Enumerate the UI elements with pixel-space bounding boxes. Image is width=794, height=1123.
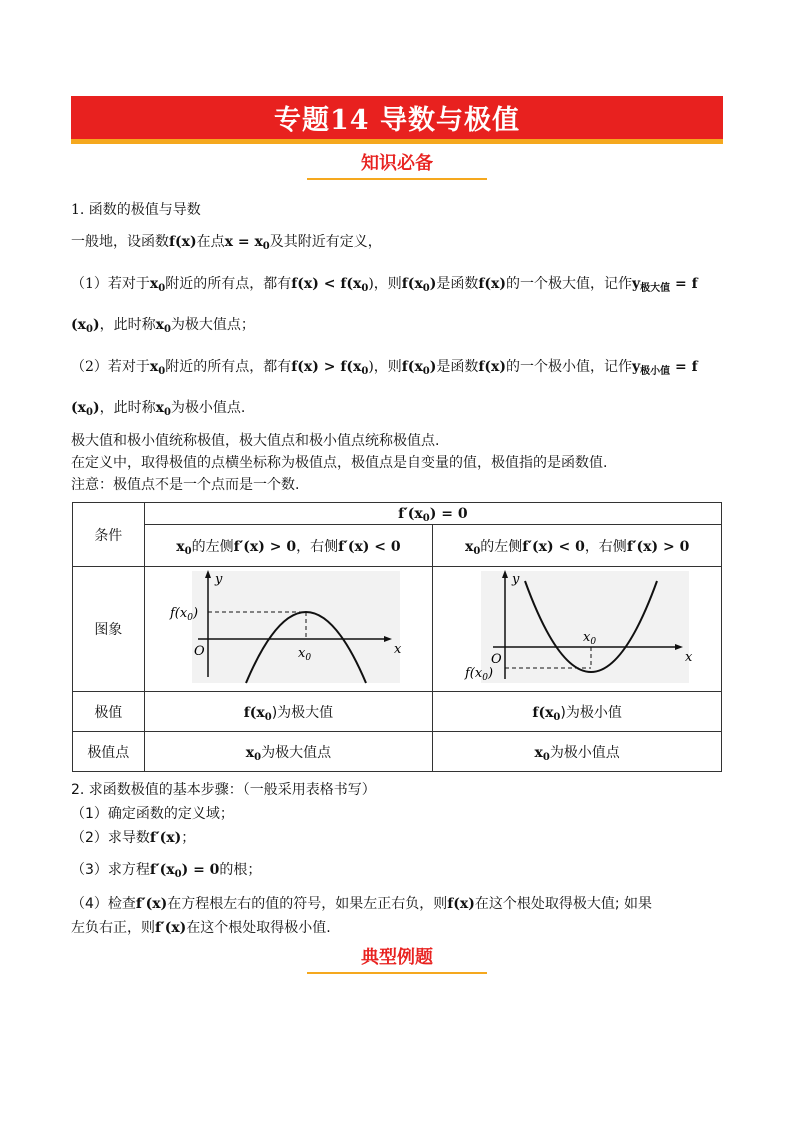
cond-left: $x_0$的左侧f′(x) > 0，右侧f′(x) < 0 — [144, 525, 433, 567]
extremum-table — [72, 502, 722, 772]
point-min: $x_0$为极小值点 — [433, 732, 722, 772]
section-heading-knowledge — [300, 152, 494, 180]
note-2: 在定义中，取得极值的点横坐标称为极值点，极值点是自变量的值，极值指的是函数值. — [71, 455, 608, 471]
section-heading-examples — [300, 946, 494, 974]
graph-bg — [481, 571, 689, 683]
step-4-line1: （4）检查f′(x)在方程根左右的值的符号，如果左正右负，则f(x)在这个根处取得极大值; 如果 — [71, 896, 653, 912]
section-underline — [307, 972, 487, 974]
row-extreme-label: 极值 — [73, 692, 145, 732]
x0-label: $x_0$ — [583, 630, 597, 647]
step-2: （2）求导数f′(x)； — [71, 830, 196, 846]
point-max: $x_0$为极大值点 — [144, 732, 433, 772]
cond-right: $x_0$的左侧f′(x) < 0，右侧f′(x) > 0 — [433, 525, 722, 567]
math: f(x) — [169, 234, 197, 250]
note-3: 注意：极值点不是一个点而是一个数. — [71, 477, 300, 493]
step-1: （1）确定函数的定义域； — [71, 806, 234, 822]
x-label: x — [685, 650, 693, 665]
graph-maximum-cell — [144, 567, 433, 692]
fx0-label: $f(x_0)$ — [465, 666, 494, 683]
paragraph-intro — [71, 232, 382, 252]
step-4-line2: 左负右正，则f′(x)在这个根处取得极小值. — [71, 920, 331, 936]
graph-minimum — [457, 567, 697, 687]
condition-1-line2: $(x_0)$，此时称$x_0$为极大值点； — [71, 317, 255, 335]
text: 在点 — [196, 234, 225, 250]
text: 1. 函数的极值与导数 — [71, 202, 201, 218]
fx0-label: $f(x_0)$ — [170, 606, 199, 623]
header-derivative-zero: $f'(x_0) = 0$ — [144, 503, 721, 525]
math: $x = x_0$ — [224, 234, 270, 252]
graph-maximum — [168, 567, 408, 687]
row-graph-label: 图象 — [73, 567, 145, 692]
condition-2-line1: （2）若对于$x_0$附近的所有点，都有$f(x) > f(x_0)$，则$f(x_0)$是函数f(x)的一个极小值，记作$y_{极小值} = f$ — [71, 359, 698, 377]
y-label: y — [512, 572, 520, 587]
header-condition: 条件 — [73, 503, 145, 567]
note-1: 极大值和极小值统称极值，极大值点和极小值点统称极值点. — [71, 433, 440, 449]
condition-1-line1: （1）若对于$x_0$附近的所有点，都有$f(x) < f(x_0)$，则$f(x_0)$是函数f(x)的一个极大值，记作$y_{极大值} = f$ — [71, 276, 698, 294]
extreme-min: $f(x_0)$为极小值 — [433, 692, 722, 732]
condition-2-line2: $(x_0)$，此时称$x_0$为极小值点. — [71, 400, 246, 418]
text: 及其附近有定义， — [269, 234, 382, 250]
section-title: 典型例题 — [361, 947, 433, 968]
section-underline — [307, 178, 487, 180]
graph-bg — [192, 571, 400, 683]
title-banner — [71, 96, 723, 144]
y-label: y — [215, 572, 223, 587]
paragraph-2-heading: 2. 求函数极值的基本步骤：（一般采用表格书写） — [71, 782, 376, 798]
extreme-max: $f(x_0)$为极大值 — [144, 692, 433, 732]
row-point-label: 极值点 — [73, 732, 145, 772]
origin-label: O — [491, 652, 502, 667]
page-title: 专题14 导数与极值 — [274, 105, 520, 136]
x-label: x — [394, 642, 402, 657]
graph-minimum-cell — [433, 567, 722, 692]
step-3: （3）求方程$f'(x_0) = 0$的根； — [71, 862, 262, 880]
x0-label: $x_0$ — [298, 646, 312, 663]
text: 一般地，设函数 — [71, 234, 169, 250]
paragraph-1-heading — [71, 200, 201, 220]
origin-label: O — [194, 644, 206, 659]
section-title: 知识必备 — [361, 153, 433, 174]
